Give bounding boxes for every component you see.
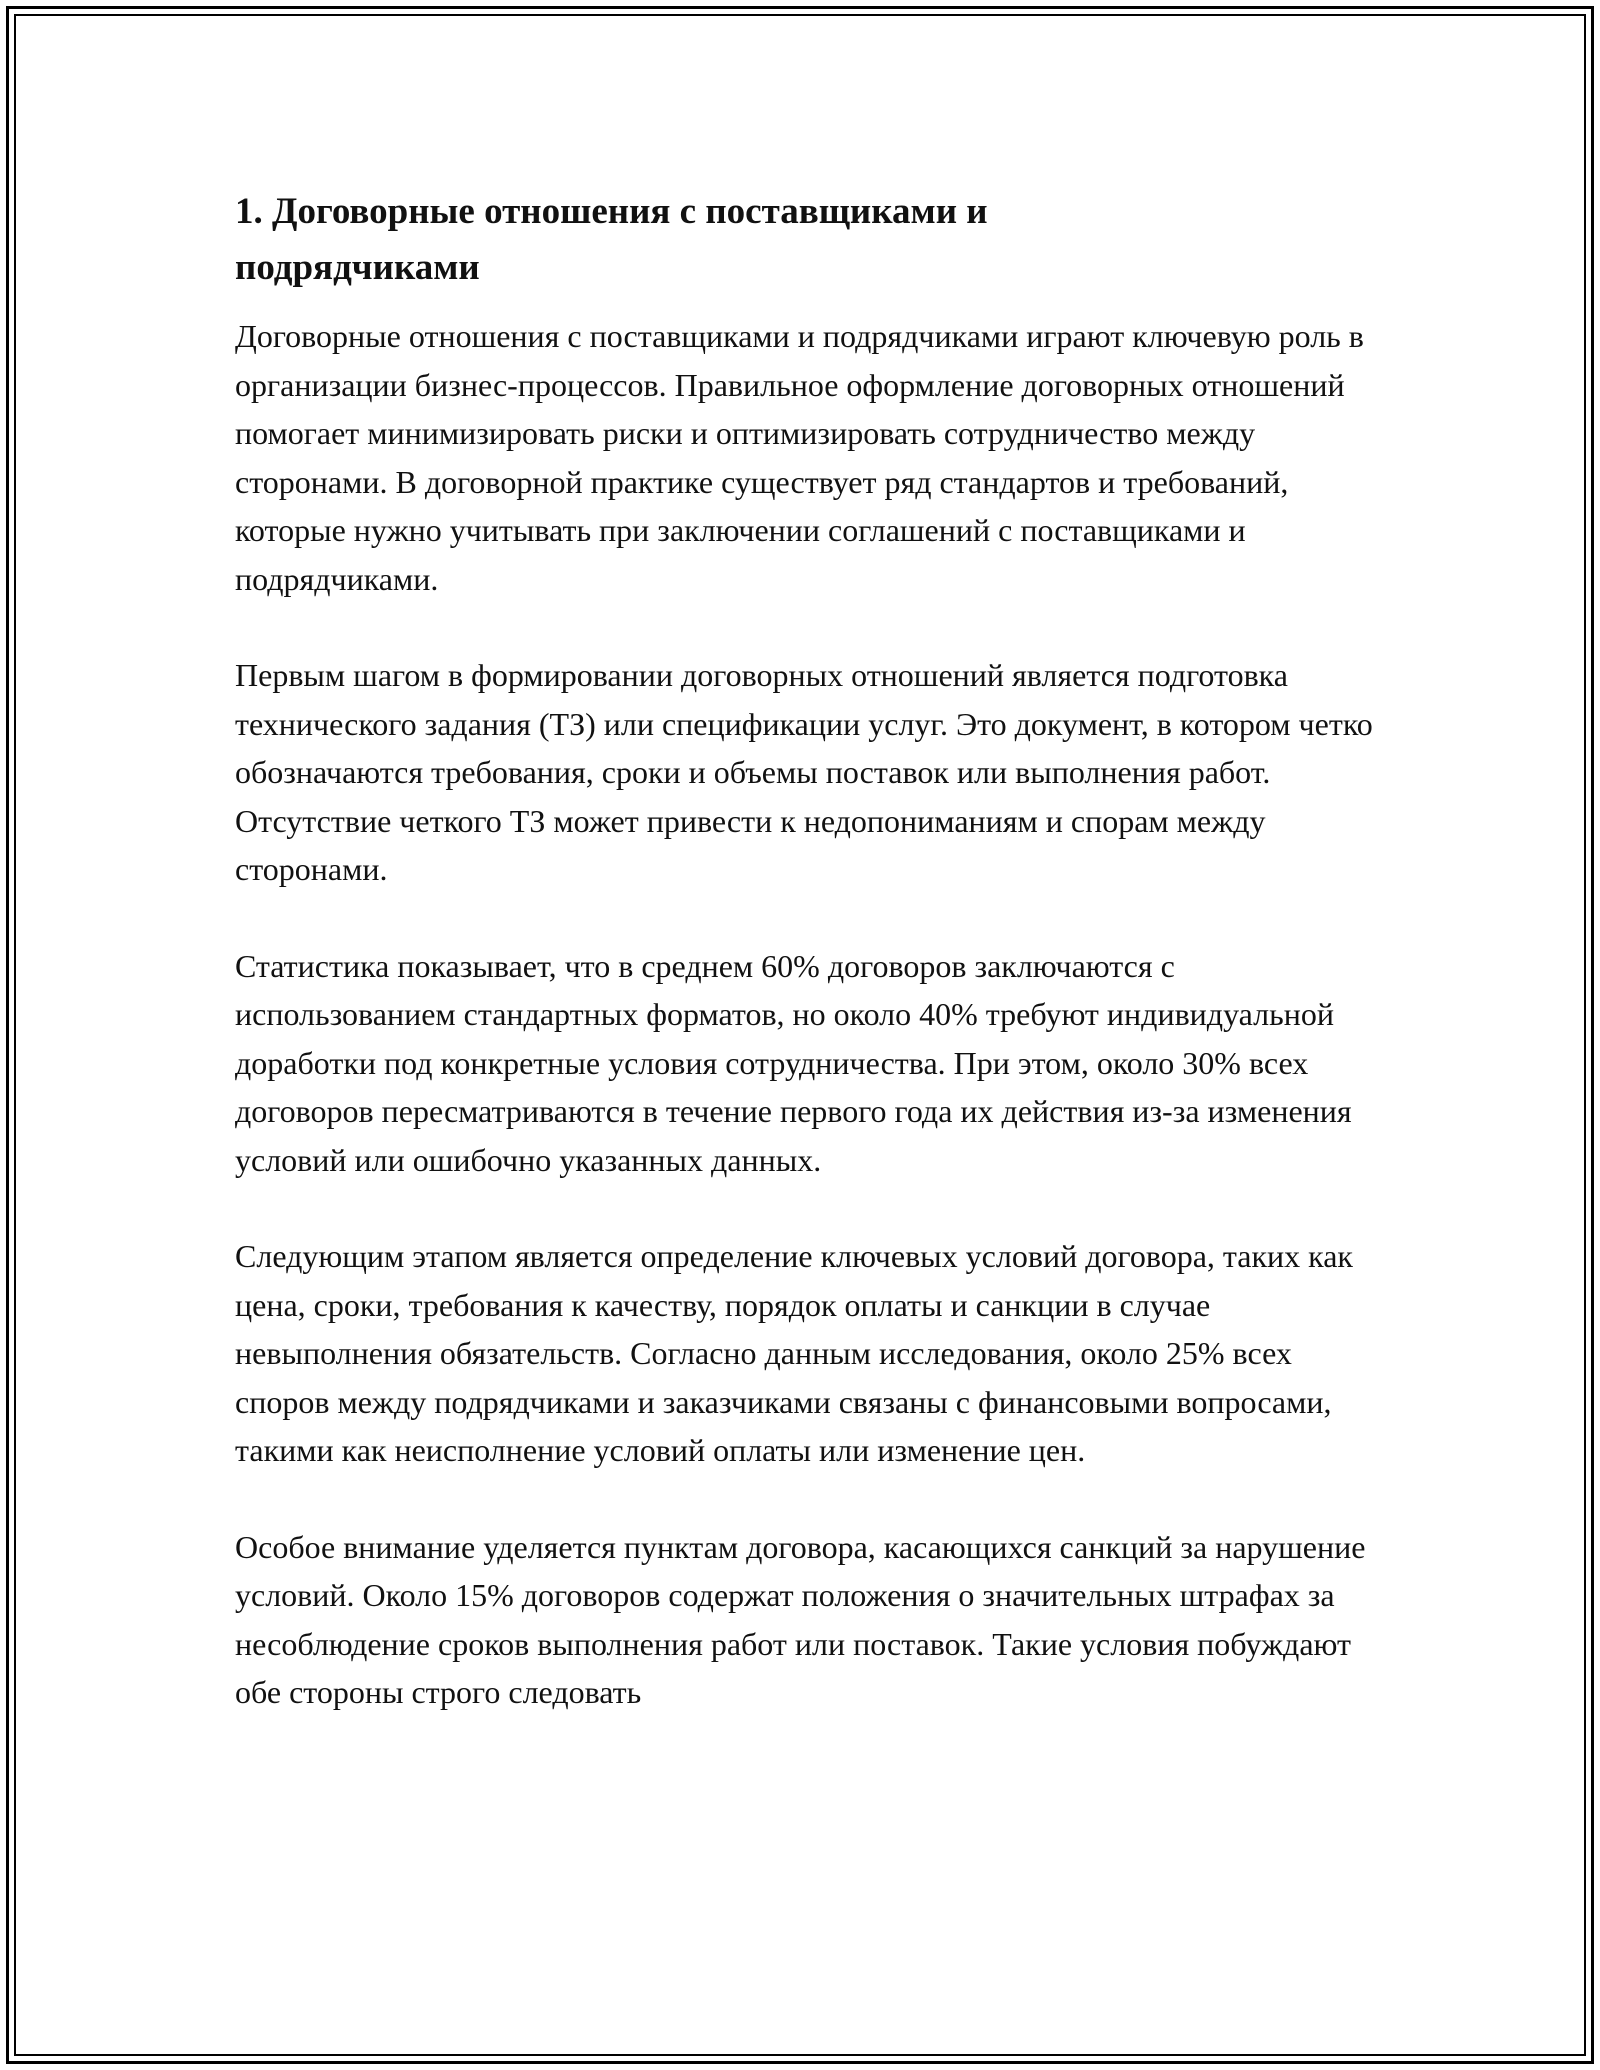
paragraph-2: Первым шагом в формировании договорных отношений является подготовка технического задания (ТЗ) или спецификации услуг. Это документ, в котором четко обозначаются требования, сроки и объемы поставок или выполнения работ. Отсутствие четкого ТЗ может привести к недопониманиям и спорам между сторонами. xyxy=(235,657,1373,887)
paragraph-5: Особое внимание уделяется пунктам договора, касающихся санкций за нарушение условий. Около 15% договоров содержат положения о значительных штрафах за несоблюдение сроков выполнения работ или поставок. Такие условия побуждают обе стороны строго следовать xyxy=(235,1528,1366,1710)
document-content xyxy=(235,184,1385,1765)
section-heading: 1. Договорные отношения с поставщиками и подрядчиками xyxy=(235,191,988,288)
paragraph-4: Следующим этапом является определение ключевых условий договора, таких как цена, сроки, требования к качеству, порядок оплаты и санкции в случае невыполнения обязательств. Согласно данным исследования, около 25% всех споров между подрядчиками и заказчиками связаны с финансовыми вопросами, такими как неисполнение условий оплаты или изменение цен. xyxy=(235,1238,1353,1468)
paragraph-3: Статистика показывает, что в среднем 60% договоров заключаются с использованием стандартных форматов, но около 40% требуют индивидуальной доработки под конкретные условия сотрудничества. При этом, около 30% всех договоров пересматриваются в течение первого года их действия из-за изменения условий или ошибочно указанных данных. xyxy=(235,947,1352,1178)
paragraph-1: Договорные отношения с поставщиками и подрядчиками играют ключевую роль в организации бизнес-процессов. Правильное оформление договорных отношений помогает минимизировать риски и оптимизировать сотрудничество между сторонами. В договорной практике существует ряд стандартов и требований, которые нужно учитывать при заключении соглашений с поставщиками и подрядчиками. xyxy=(235,318,1364,597)
